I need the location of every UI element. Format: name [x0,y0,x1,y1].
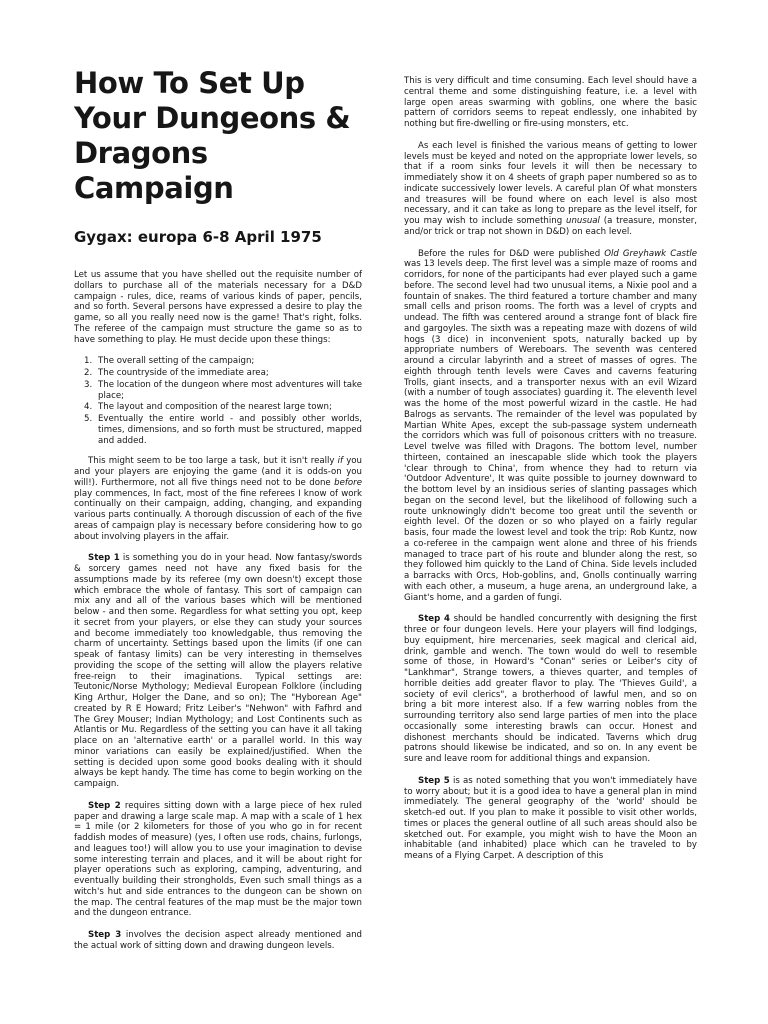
step-text: should be handled concurrently with designing the first three or four dungeon levels. Here your players will find lodgings, buy equipment, hire mercenaries, seek magical and clerical aid, drink, gamble and wench. The town would do well to resemble some of those, in Howard's "Conan" series or Leiber's city of "Lankhmar", Strange towers, a thieves quarter, and temples of horrible deities add greater flavor to play. The 'Thieves Guild', a society of evil clerics", a brotherhood of lawful men, and so on bring a bit more interest also. If a few warring nobles from the surrounding territory also send large parties of men into the place occasionally some interesting brawls can occur. Honest and dishonest merchants should be indicated. Taverns which drug patrons should likewise be indicated, and so on. In any event be sure and leave room for additional things and expansion. [404,614,697,764]
list-item [74,356,362,367]
step-text: is as noted something that you won't immediately have to worry about; but it is a good idea to have a general plan in mind immediately. The general geography of the 'world' should be sketch-ed out. If you plan to make it possible to visit other worlds, times or places the general outline of all such areas should also be sketched out. For example, you might wish to have the Moon an inhabitable (and inhabited) place which can he traveled to by means of a Flying Carpet. A description of this [404,775,697,861]
list-text: The countryside of the immediate area; [98,368,269,378]
right-column [404,76,697,873]
step-label: Step 4 [418,614,451,625]
emphasis-text: Old Greyhawk Castle [604,248,697,259]
step-label: Step 5 [418,775,450,786]
step1-paragraph [74,553,362,790]
list-item [74,414,362,446]
intro-paragraph: Let us assume that you have shelled out the requisite number of dollars to purchase all of the materials necessary for a D&D campaign - rules, dice, reams of various kinds of paper, pencils, and so forth. Several persons have expressed a desire to play the game, so all you really need now is the game! That's right, folks. The referee of the campaign must structure the game so as to have something to play. He must decide upon these things: [74,270,362,345]
greyhawk-paragraph [404,249,697,604]
step-label: Step 2 [88,800,121,811]
text-run: Before the rules for D&D were published [418,248,605,259]
list-text: The overall setting of the campaign; [98,356,255,367]
text-run: As each level is finished the various means of getting to lower levels must be keyed and noted on the appropriate lower levels, so that if a room sinks four levels it will then be necessary to immediately show it on 4 sheets of graph paper numbered so as to indicate successively lower levels. A careful plan Of what monsters and treasures will be found where on each level is also most necessary, and it can take as long to prepare as the level itself, for you may wish to include something [404,140,697,226]
each-level-paragraph [404,141,697,238]
continuation-paragraph: This is very difficult and time consuming. Each level should have a central theme and some distinguishing feature, i.e. a level with large open areas swarming with goblins, one where the basic pattern of corridors seems to repeat endlessly, one inhabited by nothing but fire-dwelling or fire-using monsters, etc. [404,76,697,129]
step-text: requires sitting down with a large piece of hex ruled paper and drawing a large scale map. A map with a scale of 1 hex = 1 mile (or 2 kilometers for those of you who go in for recent faddish modes of measure) (yes, I often use rods, chains, furlongs, and leagues too!) will allow you to use your imagination to devise some interesting terrain and places, and it will be about right for player operations such as exploring, camping, adventuring, and eventually building their strongholds, Even such small things as a witch's hut and side entrances to the dungeon can be shown on the map. The central features of the map must be the major town and the dungeon entrance. [74,800,362,919]
page-title: How To Set Up Your Dungeons & Dragons Campaign [74,66,351,205]
large-task-paragraph [74,456,362,542]
text-run: (a treasure, monster, and/or trick or trap not shown in D&D) on each level. [404,216,698,237]
text-run: was 13 levels deep. The first level was a simple maze of rooms and corridors, for none of the participants had ever played such a game before. The second level had two unusual items, a Nixie pool and a fountain of snakes. The third featured a torture chamber and many small cells and prison rooms. The forth was a level of crypts and undead. The fifth was centered around a strange font of black fire and gargoyles. The sixth was a repeating maze with dozens of wild hogs (3 dice) in inconvenient spots, naturally backed up by appropriate numbers of Wereboars. The seventh was centered around a circular labyrinth and a street of masses of ogres. The eighth through tenth levels were Caves and caverns featuring Trolls, giant insects, and a transporter nexus with an evil Wizard (with a number of tough associates) guarding it. The eleventh level was the home of the most powerful wizard in the castle. He had Balrogs as servants. The remainder of the level was populated by Martian White Apes, except the sub-passage system underneath the corridors which was full of poisonous critters with no treasure. Level twelve was filled with Dragons. The bottom level, number thirteen, contained an inescapable slide which took the players 'clear through to China', from whence they had to return via 'Outdoor Adventure', It was quite possible to journey downward to the bottom level by an insidious series of slanting passages which began on the second level, but the likelihood of following such a route unknowingly didn't become too great until the seventh or eighth level. Of the dozen or so who played on a fairly regular basis, four made the lowest level and took the trip: Rob Kuntz, now a co-referee in the campaign went alone and three of his friends managed to trace part of his route and blunder along the rest, so they followed him quickly to the Land of China. Side levels included a barracks with Orcs, Hob-goblins, and, Gnolls continually warring with each other, a museum, a huge arena, an underground lake, a Giant's home, and a garden of fungi. [404,259,697,603]
list-number: 4. [84,402,93,413]
step-text: involves the decision aspect already mentioned and the actual work of sitting down and drawing dungeon levels. [74,930,363,951]
step-text: is something you do in your head. Now fantasy/swords & sorcery games need not have any fixed basis for the assumptions made by its referee (my own doesn't) except those which embrace the whole of fantasy. This sort of campaign can mix any and all of the various bases which will be mentioned below - and then some. Regardless for what setting you opt, keep it secret from your players, or else they can study your sources and become immediately too knowledgable, thus removing the charm of uncertainty. Settings based upon the limits (if one can speak of fantasy limits) can be very interesting in themselves providing the scope of the setting will allow the players relative free-reign to their imaginations. Typical settings are: Teutonic/Norse Mythology; Medieval European Folklore (including King Arthur, Holger the Dane, and so on); The "Hyborean Age" created by R E Howard; Fritz Leiber's "Nehwon" with Fafhrd and The Grey Mouser; Indian Mythology; and Lost Continents such as Atlantis or Mu. Regardless of the setting you can have it all taking place on an 'alternative earth' or a parallel world. In this way minor variations can easily be explained/justified. When the setting is decided upon some good books dealing with it should always be kept handy. The time has come to begin working on the campaign. [74,553,362,789]
list-number: 5. [84,414,93,424]
step-label: Step 1 [88,553,120,564]
list-number: 1. [84,356,93,367]
text-run: play commences, In fact, most of the fine referees I know of work continually on their campaign, adding, changing, and expanding various parts continually. A thorough discussion of each of the five areas of campaign play is necessary before considering how to go about involving players in the affair. [74,488,362,542]
list-number: 2. [84,368,93,378]
step4-paragraph [404,614,697,765]
emphasis-text: unusual [566,216,600,226]
list-text: The layout and composition of the nearest large town; [98,402,332,413]
list-text: Eventually the entire world - and possibly other worlds, times, dimensions, and so forth must be structured, mapped and added. [98,414,362,446]
emphasis-text: before [334,477,362,488]
text-run: you and your players are enjoying the game (and it is odds-on you will!). Furthermore, not all five things need not to be done [74,456,362,488]
page-subtitle: Gygax: europa 6-8 April 1975 [74,228,322,246]
step3-paragraph [74,930,362,952]
step5-paragraph [404,776,697,862]
text-run: This might seem to be too large a task, but it isn't really [88,456,338,467]
steps-list [74,356,362,446]
emphasis-text: if [337,456,344,467]
list-item [74,368,362,379]
list-item [74,402,362,413]
list-text: The location of the dungeon where most adventures will take place; [98,379,362,401]
list-item [74,380,362,402]
list-number: 3. [84,379,93,390]
left-column [74,0,362,963]
step-label: Step 3 [88,930,122,940]
step2-paragraph [74,801,362,919]
